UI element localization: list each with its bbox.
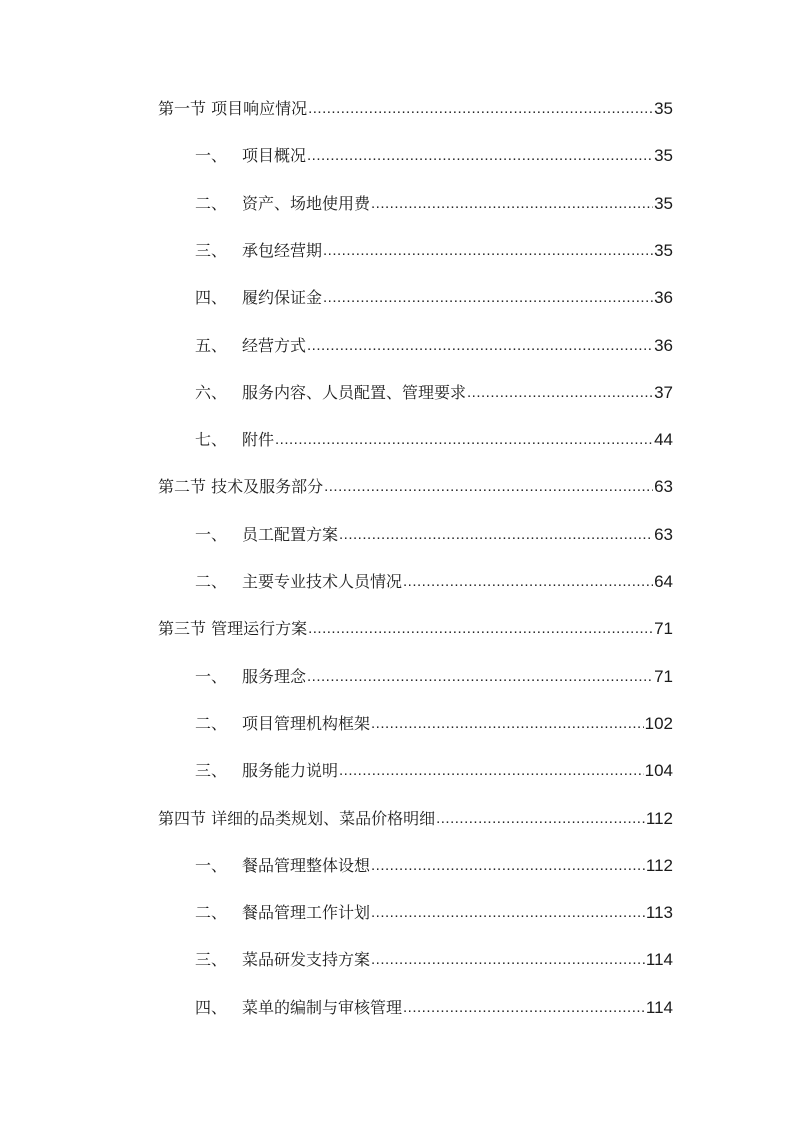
toc-entry-number: 五、 bbox=[195, 335, 228, 355]
toc-entry-title: 第三节 管理运行方案 bbox=[158, 619, 308, 639]
toc-subsection-entry[interactable] bbox=[0, 381, 793, 405]
toc-entry-title: 服务理念 bbox=[242, 666, 307, 686]
toc-leader-dots bbox=[308, 99, 653, 119]
toc-leader-dots bbox=[307, 667, 653, 687]
toc-leader-dots bbox=[403, 998, 645, 1018]
toc-page-number: 113 bbox=[645, 903, 673, 923]
toc-entry-line bbox=[242, 336, 673, 356]
toc-entry-line bbox=[242, 856, 673, 876]
toc-page-number: 63 bbox=[654, 477, 673, 497]
toc-subsection-entry[interactable] bbox=[0, 712, 793, 736]
toc-subsection-entry[interactable] bbox=[0, 901, 793, 925]
toc-entry-number: 二、 bbox=[195, 193, 228, 213]
toc-subsection-entry[interactable] bbox=[0, 948, 793, 972]
toc-leader-dots bbox=[371, 903, 645, 923]
toc-subsection-entry[interactable] bbox=[0, 286, 793, 310]
toc-entry-number: 七、 bbox=[195, 430, 228, 450]
toc-entry-number: 二、 bbox=[195, 572, 228, 591]
toc-entry-title: 第二节 技术及服务部分 bbox=[158, 477, 324, 497]
toc-entry-line bbox=[242, 146, 673, 166]
toc-subsection-entry[interactable] bbox=[0, 239, 793, 263]
toc-entry-title: 服务内容、人员配置、管理要求 bbox=[242, 382, 467, 402]
toc-page-number: 44 bbox=[654, 430, 673, 450]
toc-entry-line bbox=[242, 714, 673, 734]
toc-entry-line bbox=[242, 194, 673, 214]
toc-entry-title: 员工配置方案 bbox=[242, 524, 339, 544]
toc-entry-line bbox=[242, 761, 673, 781]
toc-entry-line bbox=[242, 288, 673, 308]
toc-leader-dots bbox=[436, 809, 645, 829]
toc-page-number: 35 bbox=[654, 240, 673, 260]
toc-leader-dots bbox=[371, 714, 644, 734]
toc-subsection-entry[interactable] bbox=[0, 144, 793, 168]
toc-page-number: 35 bbox=[654, 99, 673, 118]
toc-section-entry[interactable] bbox=[0, 475, 793, 499]
toc-page-number: 64 bbox=[654, 572, 673, 591]
toc-leader-dots bbox=[323, 288, 653, 308]
toc-leader-dots bbox=[339, 761, 644, 781]
toc-entry-line bbox=[242, 525, 673, 545]
toc-section-entry[interactable] bbox=[0, 617, 793, 641]
toc-subsection-entry[interactable] bbox=[0, 570, 793, 594]
toc-entry-line bbox=[242, 383, 673, 403]
toc-page-number: 112 bbox=[645, 855, 673, 875]
toc-entry-title: 附件 bbox=[242, 430, 275, 450]
toc-subsection-entry[interactable] bbox=[0, 523, 793, 547]
toc-page-number: 104 bbox=[644, 761, 673, 781]
toc-page-number: 63 bbox=[654, 524, 673, 544]
toc-entry-number: 二、 bbox=[195, 713, 228, 733]
toc-entry-title: 项目概况 bbox=[242, 146, 307, 166]
toc-page-number: 114 bbox=[645, 997, 673, 1017]
toc-entry-line bbox=[242, 241, 673, 261]
toc-leader-dots bbox=[275, 430, 653, 450]
toc-page-number: 35 bbox=[654, 193, 673, 213]
toc-leader-dots bbox=[403, 572, 653, 592]
toc-page-number: 36 bbox=[654, 335, 673, 355]
toc-section-entry[interactable] bbox=[0, 807, 793, 831]
toc-leader-dots bbox=[323, 241, 653, 261]
toc-entry-line bbox=[158, 809, 673, 829]
toc-entry-number: 一、 bbox=[195, 146, 228, 166]
toc-entry-title: 菜单的编制与审核管理 bbox=[242, 997, 403, 1017]
toc-subsection-entry[interactable] bbox=[0, 996, 793, 1020]
toc-entry-number: 三、 bbox=[195, 240, 228, 260]
toc-entry-line bbox=[242, 903, 673, 923]
toc-page-number: 37 bbox=[654, 382, 673, 402]
toc-subsection-entry[interactable] bbox=[0, 665, 793, 689]
toc-subsection-entry[interactable] bbox=[0, 334, 793, 358]
toc-page-number: 114 bbox=[645, 950, 673, 970]
toc-leader-dots bbox=[371, 950, 645, 970]
toc-entry-number: 一、 bbox=[195, 855, 228, 875]
toc-entry-line bbox=[242, 950, 673, 970]
toc-entry-number: 一、 bbox=[195, 524, 228, 544]
toc-entry-number: 四、 bbox=[195, 997, 228, 1017]
toc-entry-line bbox=[242, 998, 673, 1018]
toc-section-entry[interactable] bbox=[0, 97, 793, 121]
toc-leader-dots bbox=[324, 477, 653, 497]
toc-leader-dots bbox=[308, 619, 653, 639]
toc-leader-dots bbox=[307, 146, 653, 166]
toc-entry-line bbox=[158, 477, 673, 497]
toc-entry-title: 第一节 项目响应情况 bbox=[158, 99, 308, 118]
toc-entry-title: 履约保证金 bbox=[242, 288, 323, 308]
toc-entry-number: 二、 bbox=[195, 903, 228, 923]
toc-page-number: 35 bbox=[654, 146, 673, 166]
toc-entry-title: 第四节 详细的品类规划、菜品价格明细 bbox=[158, 808, 436, 828]
toc-subsection-entry[interactable] bbox=[0, 759, 793, 783]
toc-leader-dots bbox=[307, 336, 653, 356]
toc-entry-number: 一、 bbox=[195, 666, 228, 686]
toc-entry-number: 三、 bbox=[195, 950, 228, 970]
toc-leader-dots bbox=[467, 383, 653, 403]
toc-entry-line bbox=[242, 430, 673, 450]
toc-entry-line bbox=[158, 99, 673, 119]
toc-leader-dots bbox=[371, 194, 653, 214]
toc-page-number: 112 bbox=[645, 808, 673, 828]
toc-entry-number: 三、 bbox=[195, 761, 228, 781]
toc-page-number: 71 bbox=[654, 666, 673, 686]
toc-entry-line bbox=[242, 667, 673, 687]
toc-entry-title: 餐品管理工作计划 bbox=[242, 903, 371, 923]
toc-entry-title: 经营方式 bbox=[242, 335, 307, 355]
toc-leader-dots bbox=[339, 525, 653, 545]
toc-entry-title: 项目管理机构框架 bbox=[242, 713, 371, 733]
toc-subsection-entry[interactable] bbox=[0, 192, 793, 216]
toc-entry-line bbox=[158, 619, 673, 639]
toc-entry-title: 服务能力说明 bbox=[242, 761, 339, 781]
toc-entry-line bbox=[242, 572, 673, 592]
toc-subsection-entry[interactable] bbox=[0, 428, 793, 452]
toc-page-number: 71 bbox=[654, 619, 673, 639]
toc-page-number: 102 bbox=[644, 713, 673, 733]
toc-leader-dots bbox=[371, 856, 645, 876]
toc-subsection-entry[interactable] bbox=[0, 854, 793, 878]
toc-entry-title: 主要专业技术人员情况 bbox=[242, 572, 403, 591]
toc-entry-number: 六、 bbox=[195, 382, 228, 402]
toc-entry-number: 四、 bbox=[195, 288, 228, 308]
toc-entry-title: 餐品管理整体设想 bbox=[242, 855, 371, 875]
toc-entry-title: 菜品研发支持方案 bbox=[242, 950, 371, 970]
toc-entry-title: 资产、场地使用费 bbox=[242, 193, 371, 213]
toc-entry-title: 承包经营期 bbox=[242, 240, 323, 260]
toc-page-number: 36 bbox=[654, 288, 673, 308]
